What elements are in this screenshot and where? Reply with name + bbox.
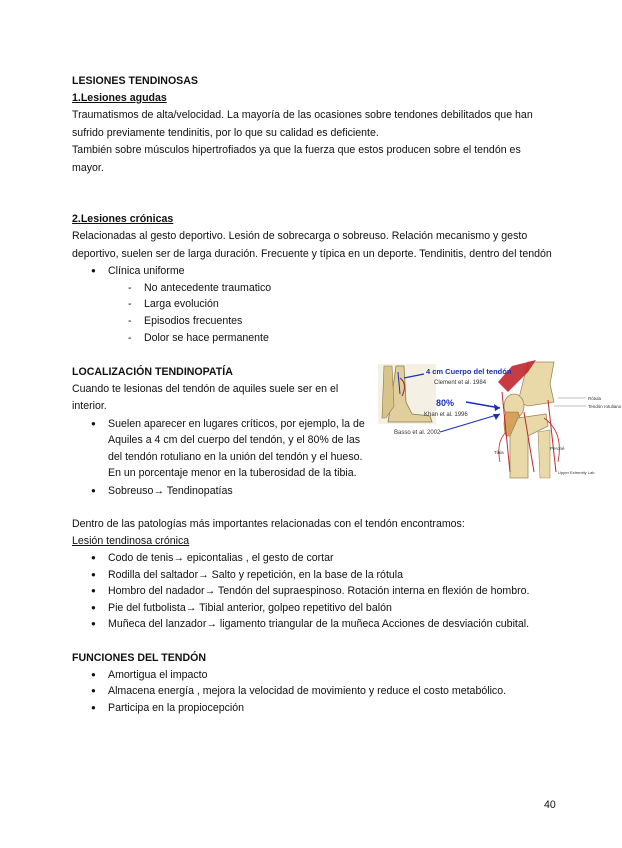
page-number: 40: [544, 799, 556, 811]
list-item: ● Clínica uniforme: [72, 263, 552, 280]
label-tibia: Tibia: [494, 449, 504, 455]
document-body: [72, 73, 622, 716]
label-perone: Peroné: [550, 445, 565, 451]
heading-acute: 1.Lesiones agudas: [72, 92, 167, 104]
ref-clement: Clement et al. 1984: [434, 379, 487, 386]
list-item: ● Muñeca del lanzador→ ligamento triangular de la muñeca Acciones de desviación cubital.: [72, 616, 552, 633]
paragraph-chronic: Relacionadas al gesto deportivo. Lesión de sobrecarga o sobreuso. Relación mecanismo y gesto deportivo, suelen ser de larga duración. Frecuente y típica en un deporte. Tendinitis, dentro del tendón: [72, 230, 552, 260]
list-item: ● Amortigua el impacto: [72, 667, 552, 684]
localization-section: [72, 364, 622, 500]
list-item: - Episodios frecuentes: [72, 313, 552, 330]
list-item: ● Suelen aparecer en lugares críticos, por ejemplo, la de Aquiles a 4 cm del cuerpo del tendón, y el 80% de las del tendón rotuliano en la unión del tendón y el hueso. En un porcentaje menor en la tuberosidad de la tibia.: [72, 416, 372, 482]
ref-khan: Khan et al. 1996: [424, 411, 468, 418]
label-tendon-rotuliano: Tendón rotuliano: [588, 403, 622, 409]
page-title: LESIONES TENDINOSAS: [72, 75, 198, 87]
pathology-list: [72, 550, 552, 633]
list-item: ● Hombro del nadador→ Tendón del supraespinoso. Rotación interna en flexión de hombro.: [72, 583, 552, 600]
heading-functions: FUNCIONES DEL TENDÓN: [72, 651, 206, 664]
list-item: ● Sobreuso→ Tendinopatías: [72, 483, 372, 500]
functions-list: [72, 667, 552, 717]
paragraph-acute-2: También sobre músculos hipertrofiados ya que la fuerza que estos producen sobre el tendón es mayor.: [72, 144, 521, 174]
label-rotula: Rótula: [588, 395, 602, 401]
ref-basso: Basso et al. 2002: [394, 429, 441, 436]
knee-illustration: [498, 360, 559, 478]
list-item: - Larga evolución: [72, 296, 552, 313]
list-item: ● Codo de tenis→ epicontalias , el gesto de cortar: [72, 550, 552, 567]
paragraph-acute-1: Traumatismos de alta/velocidad. La mayoría de las ocasiones sobre tendones debilitados que han sufrido previamente tendinitis, por lo que su calidad es deficiente.: [72, 109, 533, 139]
localization-bullets: [72, 416, 372, 500]
chronic-dash-list: [72, 280, 552, 347]
list-item: ● Participa en la propiocepción: [72, 700, 552, 717]
subheading-chronic-lesion: Lesión tendinosa crónica: [72, 535, 190, 548]
list-item: - Dolor se hace permanente: [72, 330, 552, 347]
paragraph-localization: Cuando te lesionas del tendón de aquiles suele ser en el interior.: [72, 382, 339, 413]
heading-localization: LOCALIZACIÓN TENDINOPATÍA: [72, 365, 233, 378]
list-item: ● Rodilla del saltador→ Salto y repetición, en la base de la rótula: [72, 567, 552, 584]
heading-chronic: 2.Lesiones crónicas: [72, 213, 174, 225]
list-item: - No antecedente traumatico: [72, 280, 552, 297]
label-credit: Upper Extremity Lab: [558, 469, 595, 475]
list-item: ● Pie del futbolista→ Tibial anterior, golpeo repetitivo del balón: [72, 600, 552, 617]
paragraph-pathologies: Dentro de las patologías más importantes relacionadas con el tendón encontramos:: [72, 518, 465, 531]
label-4cm: 4 cm Cuerpo del tendón: [426, 366, 512, 376]
chronic-bullets: [72, 263, 552, 280]
tendon-anatomy-figure: [378, 362, 622, 478]
list-item: ● Almacena energía , mejora la velocidad de movimiento y reduce el costo metabólico.: [72, 683, 552, 700]
label-80-percent: 80%: [436, 397, 455, 408]
